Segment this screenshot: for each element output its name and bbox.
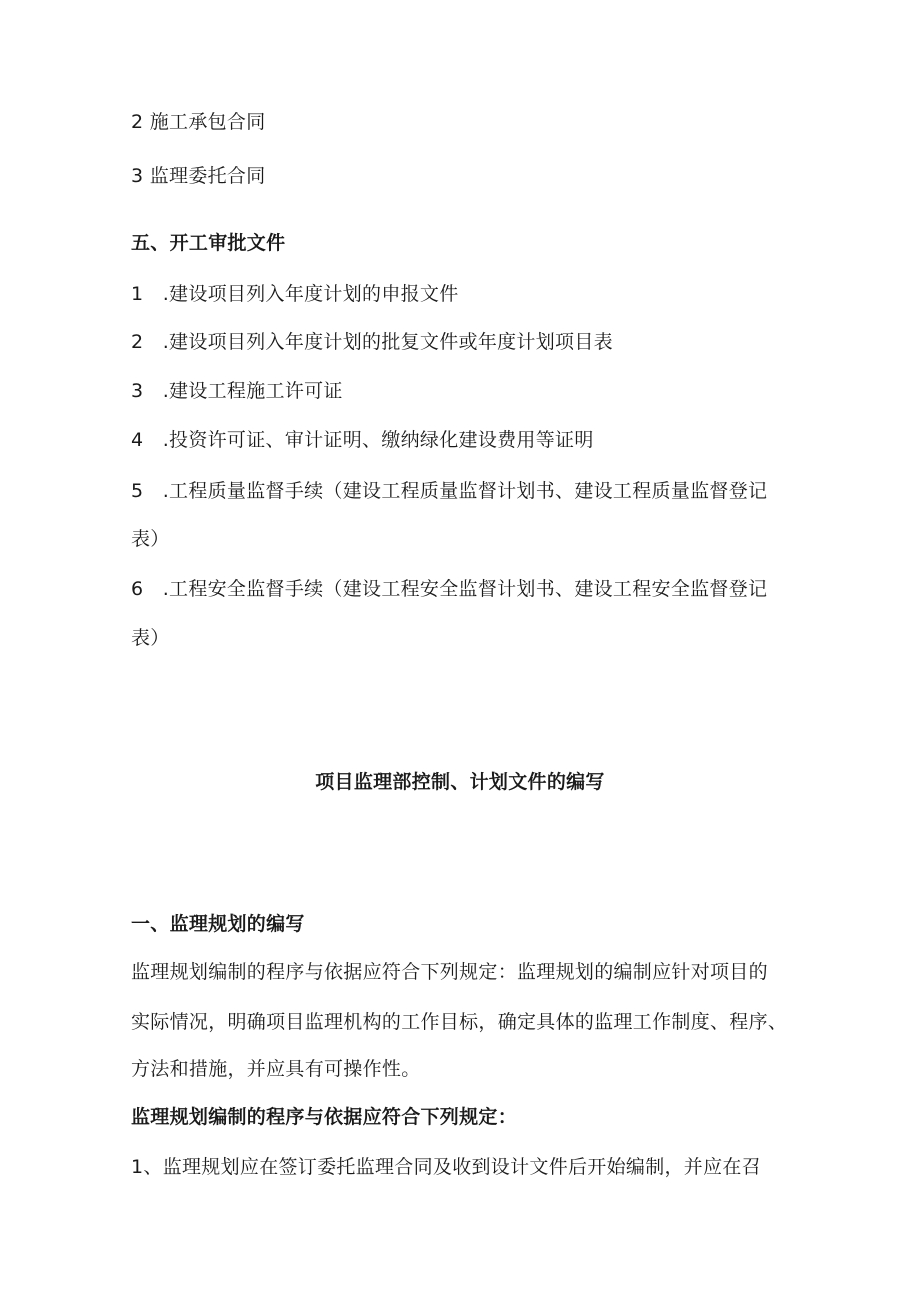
paragraph-line-3: 方法和措施，并应具有可操作性。 [131, 1058, 421, 1080]
section-heading-1: 一、监理规划的编写 [131, 913, 305, 935]
section-heading-5: 五、开工审批文件 [131, 232, 286, 254]
approval-item-6-cont: 表） [131, 627, 170, 649]
paragraph-line-1: 监理规划编制的程序与依据应符合下列规定：监理规划的编制应针对项目的 [131, 961, 768, 983]
contract-item-2: 2 施工承包合同 [131, 111, 266, 133]
approval-item-5: 5 .工程质量监督手续（建设工程质量监督计划书、建设工程质量监督登记 [131, 480, 768, 502]
approval-item-6: 6 .工程安全监督手续（建设工程安全监督计划书、建设工程安全监督登记 [131, 578, 768, 600]
paragraph-line-2: 实际情况，明确项目监理机构的工作目标，确定具体的监理工作制度、程序、 [131, 1011, 788, 1033]
approval-item-3: 3 .建设工程施工许可证 [131, 380, 343, 402]
approval-item-4: 4 .投资许可证、审计证明、缴纳绿化建设费用等证明 [131, 429, 594, 451]
approval-item-1: 1 .建设项目列入年度计划的申报文件 [131, 283, 459, 305]
document-title: 项目监理部控制、计划文件的编写 [315, 771, 605, 793]
subheading: 监理规划编制的程序与依据应符合下列规定： [131, 1106, 518, 1128]
approval-item-5-cont: 表） [131, 528, 170, 550]
rule-item-1: 1、监理规划应在签订委托监理合同及收到设计文件后开始编制，并应在召 [131, 1156, 761, 1178]
approval-item-2: 2 .建设项目列入年度计划的批复文件或年度计划项目表 [131, 331, 613, 353]
contract-item-3: 3 监理委托合同 [131, 165, 266, 187]
